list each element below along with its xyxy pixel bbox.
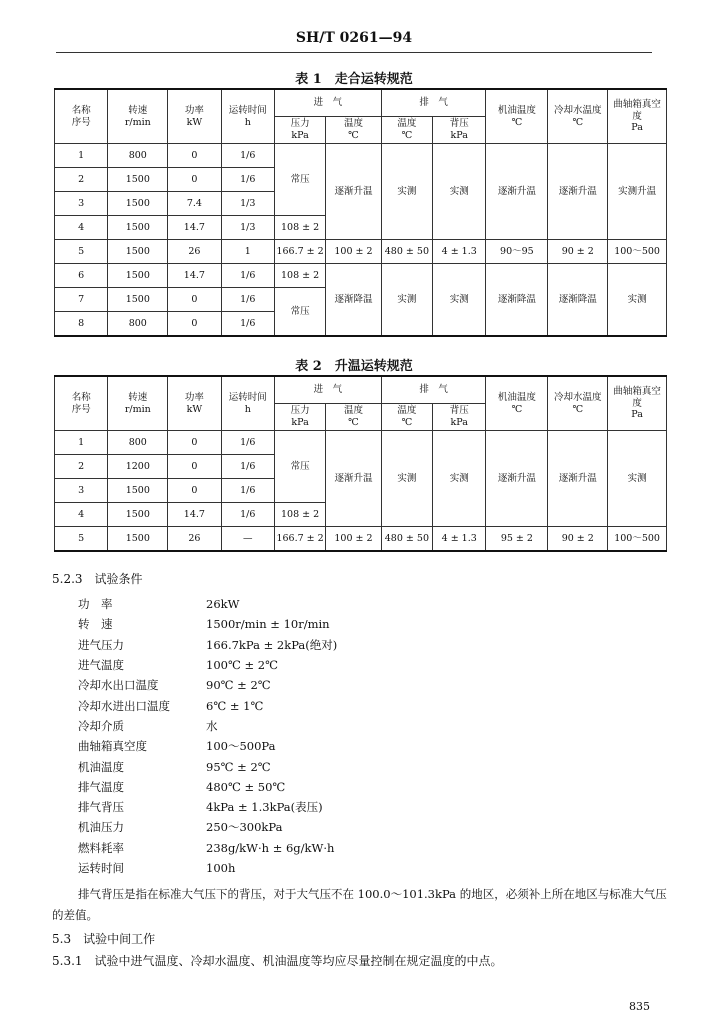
- header-coolant: 冷却水温度 ℃: [548, 376, 608, 431]
- header-coolant: 冷却水温度 ℃: [548, 89, 608, 144]
- cell-seq: 8: [55, 312, 108, 337]
- condition-value: 1500r/min ± 10r/min: [206, 617, 330, 632]
- cell-pressure: 166.7 ± 2: [274, 240, 325, 264]
- header-intake-pressure: 压力 kPa: [274, 117, 325, 144]
- header-oil: 机油温度 ℃: [486, 376, 548, 431]
- table-row: [55, 144, 667, 168]
- list-item: [78, 594, 638, 614]
- list-item: [78, 797, 638, 817]
- cell-time: 1/6: [221, 312, 274, 337]
- list-item: [78, 736, 638, 756]
- header-name-seq: 名称 序号: [55, 89, 108, 144]
- cell-coolant: 逐渐升温: [548, 144, 608, 240]
- table1: [54, 88, 667, 337]
- cell-power: 0: [168, 288, 221, 312]
- condition-key: 冷却水出口温度: [78, 678, 159, 693]
- condition-value: 100℃ ± 2℃: [206, 658, 278, 673]
- cell-seq: 7: [55, 288, 108, 312]
- cell-exhaust-temp: 实测: [381, 144, 432, 240]
- cell-backpressure: 实测: [433, 431, 486, 527]
- condition-value: 100h: [206, 861, 236, 875]
- table2: [54, 375, 667, 552]
- condition-key: 排气温度: [78, 779, 124, 794]
- cell-backpressure: 4 ± 1.3: [433, 527, 486, 552]
- cell-coolant: 90 ± 2: [548, 240, 608, 264]
- cell-oil: 逐渐升温: [486, 431, 548, 527]
- condition-value: 90℃ ± 2℃: [206, 678, 271, 693]
- cell-crank: 实测: [608, 431, 667, 527]
- cell-power: 26: [168, 240, 221, 264]
- cell-power: 0: [168, 144, 221, 168]
- cell-intake-temp: 100 ± 2: [326, 240, 382, 264]
- header-speed: 转速 r/min: [108, 376, 168, 431]
- condition-key: 功 率: [78, 597, 113, 612]
- cell-speed: 800: [108, 312, 168, 337]
- cell-power: 0: [168, 312, 221, 337]
- cell-speed: 1500: [108, 240, 168, 264]
- condition-value: 6℃ ± 1℃: [206, 698, 264, 713]
- condition-value: 238g/kW·h ± 6g/kW·h: [206, 840, 335, 855]
- header-exhaust: 排 气: [381, 376, 486, 404]
- condition-value: 95℃ ± 2℃: [206, 759, 271, 774]
- cell-time: 1/3: [221, 192, 274, 216]
- cell-oil: 逐渐降温: [486, 264, 548, 337]
- cell-speed: 1500: [108, 264, 168, 288]
- cell-crank: 100～500: [608, 240, 667, 264]
- cell-time: 1/6: [221, 503, 274, 527]
- header-intake: 进 气: [274, 376, 381, 404]
- cell-pressure: 108 ± 2: [274, 264, 325, 288]
- cell-backpressure: 4 ± 1.3: [433, 240, 486, 264]
- list-item: [78, 838, 638, 858]
- table1-title: 表 1 走合运转规范: [295, 72, 413, 87]
- cell-seq: 6: [55, 264, 108, 288]
- cell-speed: 1500: [108, 527, 168, 552]
- cell-speed: 1500: [108, 288, 168, 312]
- condition-key: 进气温度: [78, 658, 124, 673]
- header-time: 运转时间 h: [221, 89, 274, 144]
- list-item: [78, 635, 638, 655]
- cell-power: 14.7: [168, 503, 221, 527]
- condition-value: 166.7kPa ± 2kPa(绝对): [206, 637, 338, 652]
- cell-seq: 4: [55, 503, 108, 527]
- list-item: [78, 858, 638, 878]
- cell-exhaust-temp: 实测: [381, 431, 432, 527]
- cell-speed: 1500: [108, 168, 168, 192]
- cell-time: 1/6: [221, 455, 274, 479]
- cell-speed: 1500: [108, 216, 168, 240]
- condition-key: 运转时间: [78, 861, 124, 875]
- cell-power: 0: [168, 455, 221, 479]
- cell-speed: 1500: [108, 503, 168, 527]
- list-item: [78, 817, 638, 837]
- cell-coolant: 逐渐升温: [548, 431, 608, 527]
- cell-crank: 实测升温: [608, 144, 667, 240]
- cell-power: 0: [168, 168, 221, 192]
- list-item: [78, 695, 638, 715]
- cell-power: 0: [168, 479, 221, 503]
- standard-code: SH/T 0261—94: [295, 30, 413, 46]
- cell-intake-temp: 逐渐升温: [326, 144, 382, 240]
- cell-speed: 800: [108, 144, 168, 168]
- cell-power: 0: [168, 431, 221, 455]
- cell-crank: 100～500: [608, 527, 667, 552]
- cell-power: 26: [168, 527, 221, 552]
- cell-oil: 95 ± 2: [486, 527, 548, 552]
- list-item: [78, 614, 638, 634]
- cell-coolant: 逐渐降温: [548, 264, 608, 337]
- page-number: 835: [629, 1000, 650, 1013]
- header-backpressure: 背压 kPa: [433, 404, 486, 431]
- header-intake-pressure: 压力 kPa: [274, 404, 325, 431]
- cell-time: 1/6: [221, 479, 274, 503]
- cell-speed: 800: [108, 431, 168, 455]
- list-item: [78, 756, 638, 776]
- cell-intake-temp: 逐渐降温: [326, 264, 382, 337]
- cell-pressure: 108 ± 2: [274, 503, 325, 527]
- header-exhaust-temp: 温度 ℃: [381, 117, 432, 144]
- condition-value: 26kW: [206, 597, 240, 612]
- condition-value: 水: [206, 718, 218, 733]
- header-name-seq: 名称 序号: [55, 376, 108, 431]
- list-item: [78, 675, 638, 695]
- condition-key: 曲轴箱真空度: [78, 739, 147, 754]
- condition-key: 燃料耗率: [78, 840, 124, 855]
- cell-pressure: 常压: [274, 288, 325, 337]
- cell-pressure: 108 ± 2: [274, 216, 325, 240]
- cell-crank: 实测: [608, 264, 667, 337]
- cell-time: —: [221, 527, 274, 552]
- cell-pressure: 常压: [274, 144, 325, 216]
- table-row: [55, 431, 667, 455]
- header-exhaust-temp: 温度 ℃: [381, 404, 432, 431]
- header-backpressure: 背压 kPa: [433, 117, 486, 144]
- section-5-2-3-heading: 5.2.3 试验条件: [52, 572, 143, 586]
- table2-title: 表 2 升温运转规范: [295, 359, 413, 374]
- cell-pressure: 166.7 ± 2: [274, 527, 325, 552]
- header-crank: 曲轴箱真空度 Pa: [608, 89, 667, 144]
- cell-exhaust-temp: 480 ± 50: [381, 527, 432, 552]
- cell-pressure: 常压: [274, 431, 325, 503]
- condition-key: 冷却介质: [78, 718, 124, 733]
- cell-intake-temp: 逐渐升温: [326, 431, 382, 527]
- cell-time: 1/6: [221, 288, 274, 312]
- header-intake: 进 气: [274, 89, 381, 117]
- header-power: 功率 kW: [168, 376, 221, 431]
- cell-power: 14.7: [168, 264, 221, 288]
- table-row: [55, 527, 667, 552]
- cell-time: 1/6: [221, 431, 274, 455]
- cell-seq: 3: [55, 192, 108, 216]
- header-speed: 转速 r/min: [108, 89, 168, 144]
- cell-speed: 1500: [108, 192, 168, 216]
- cell-seq: 3: [55, 479, 108, 503]
- cell-exhaust-temp: 480 ± 50: [381, 240, 432, 264]
- condition-key: 转 速: [78, 617, 113, 632]
- condition-value: 480℃ ± 50℃: [206, 779, 286, 794]
- cell-time: 1/6: [221, 144, 274, 168]
- cell-seq: 1: [55, 431, 108, 455]
- list-item: [78, 777, 638, 797]
- cell-speed: 1500: [108, 479, 168, 503]
- cell-intake-temp: 100 ± 2: [326, 527, 382, 552]
- condition-key: 进气压力: [78, 637, 124, 652]
- cell-seq: 5: [55, 240, 108, 264]
- condition-value: 100～500Pa: [206, 739, 276, 754]
- header-rule: [56, 52, 652, 53]
- section-5-3-1-text: 5.3.1 试验中进气温度、冷却水温度、机油温度等均应尽量控制在规定温度的中点。: [52, 954, 503, 968]
- cell-power: 14.7: [168, 216, 221, 240]
- list-item: [78, 716, 638, 736]
- cell-backpressure: 实测: [433, 264, 486, 337]
- backpressure-note: 排气背压是指在标准大气压下的背压，对于大气压不在 100.0～101.3kPa 的地区，必须补上所在地区与标准大气压的差值。: [52, 887, 667, 922]
- cell-backpressure: 实测: [433, 144, 486, 240]
- condition-key: 冷却水进出口温度: [78, 698, 170, 713]
- cell-seq: 5: [55, 527, 108, 552]
- cell-time: 1/3: [221, 216, 274, 240]
- cell-oil: 逐渐升温: [486, 144, 548, 240]
- cell-oil: 90～95: [486, 240, 548, 264]
- cell-speed: 1200: [108, 455, 168, 479]
- condition-key: 机油温度: [78, 759, 124, 774]
- condition-value: 4kPa ± 1.3kPa(表压): [206, 800, 323, 815]
- cell-time: 1: [221, 240, 274, 264]
- header-power: 功率 kW: [168, 89, 221, 144]
- test-conditions-list: [78, 594, 638, 878]
- cell-seq: 1: [55, 144, 108, 168]
- cell-seq: 2: [55, 455, 108, 479]
- header-exhaust: 排 气: [381, 89, 486, 117]
- header-intake-temp: 温度 ℃: [326, 404, 382, 431]
- cell-seq: 4: [55, 216, 108, 240]
- cell-coolant: 90 ± 2: [548, 527, 608, 552]
- header-crank: 曲轴箱真空度 Pa: [608, 376, 667, 431]
- condition-value: 250～300kPa: [206, 820, 283, 835]
- list-item: [78, 655, 638, 675]
- cell-power: 7.4: [168, 192, 221, 216]
- header-oil: 机油温度 ℃: [486, 89, 548, 144]
- condition-key: 排气背压: [78, 800, 124, 815]
- cell-seq: 2: [55, 168, 108, 192]
- section-5-3-heading: 5.3 试验中间工作: [52, 932, 156, 946]
- table-row: [55, 240, 667, 264]
- header-time: 运转时间 h: [221, 376, 274, 431]
- header-intake-temp: 温度 ℃: [326, 117, 382, 144]
- cell-exhaust-temp: 实测: [381, 264, 432, 337]
- table-row: [55, 264, 667, 288]
- condition-key: 机油压力: [78, 820, 124, 835]
- cell-time: 1/6: [221, 264, 274, 288]
- cell-time: 1/6: [221, 168, 274, 192]
